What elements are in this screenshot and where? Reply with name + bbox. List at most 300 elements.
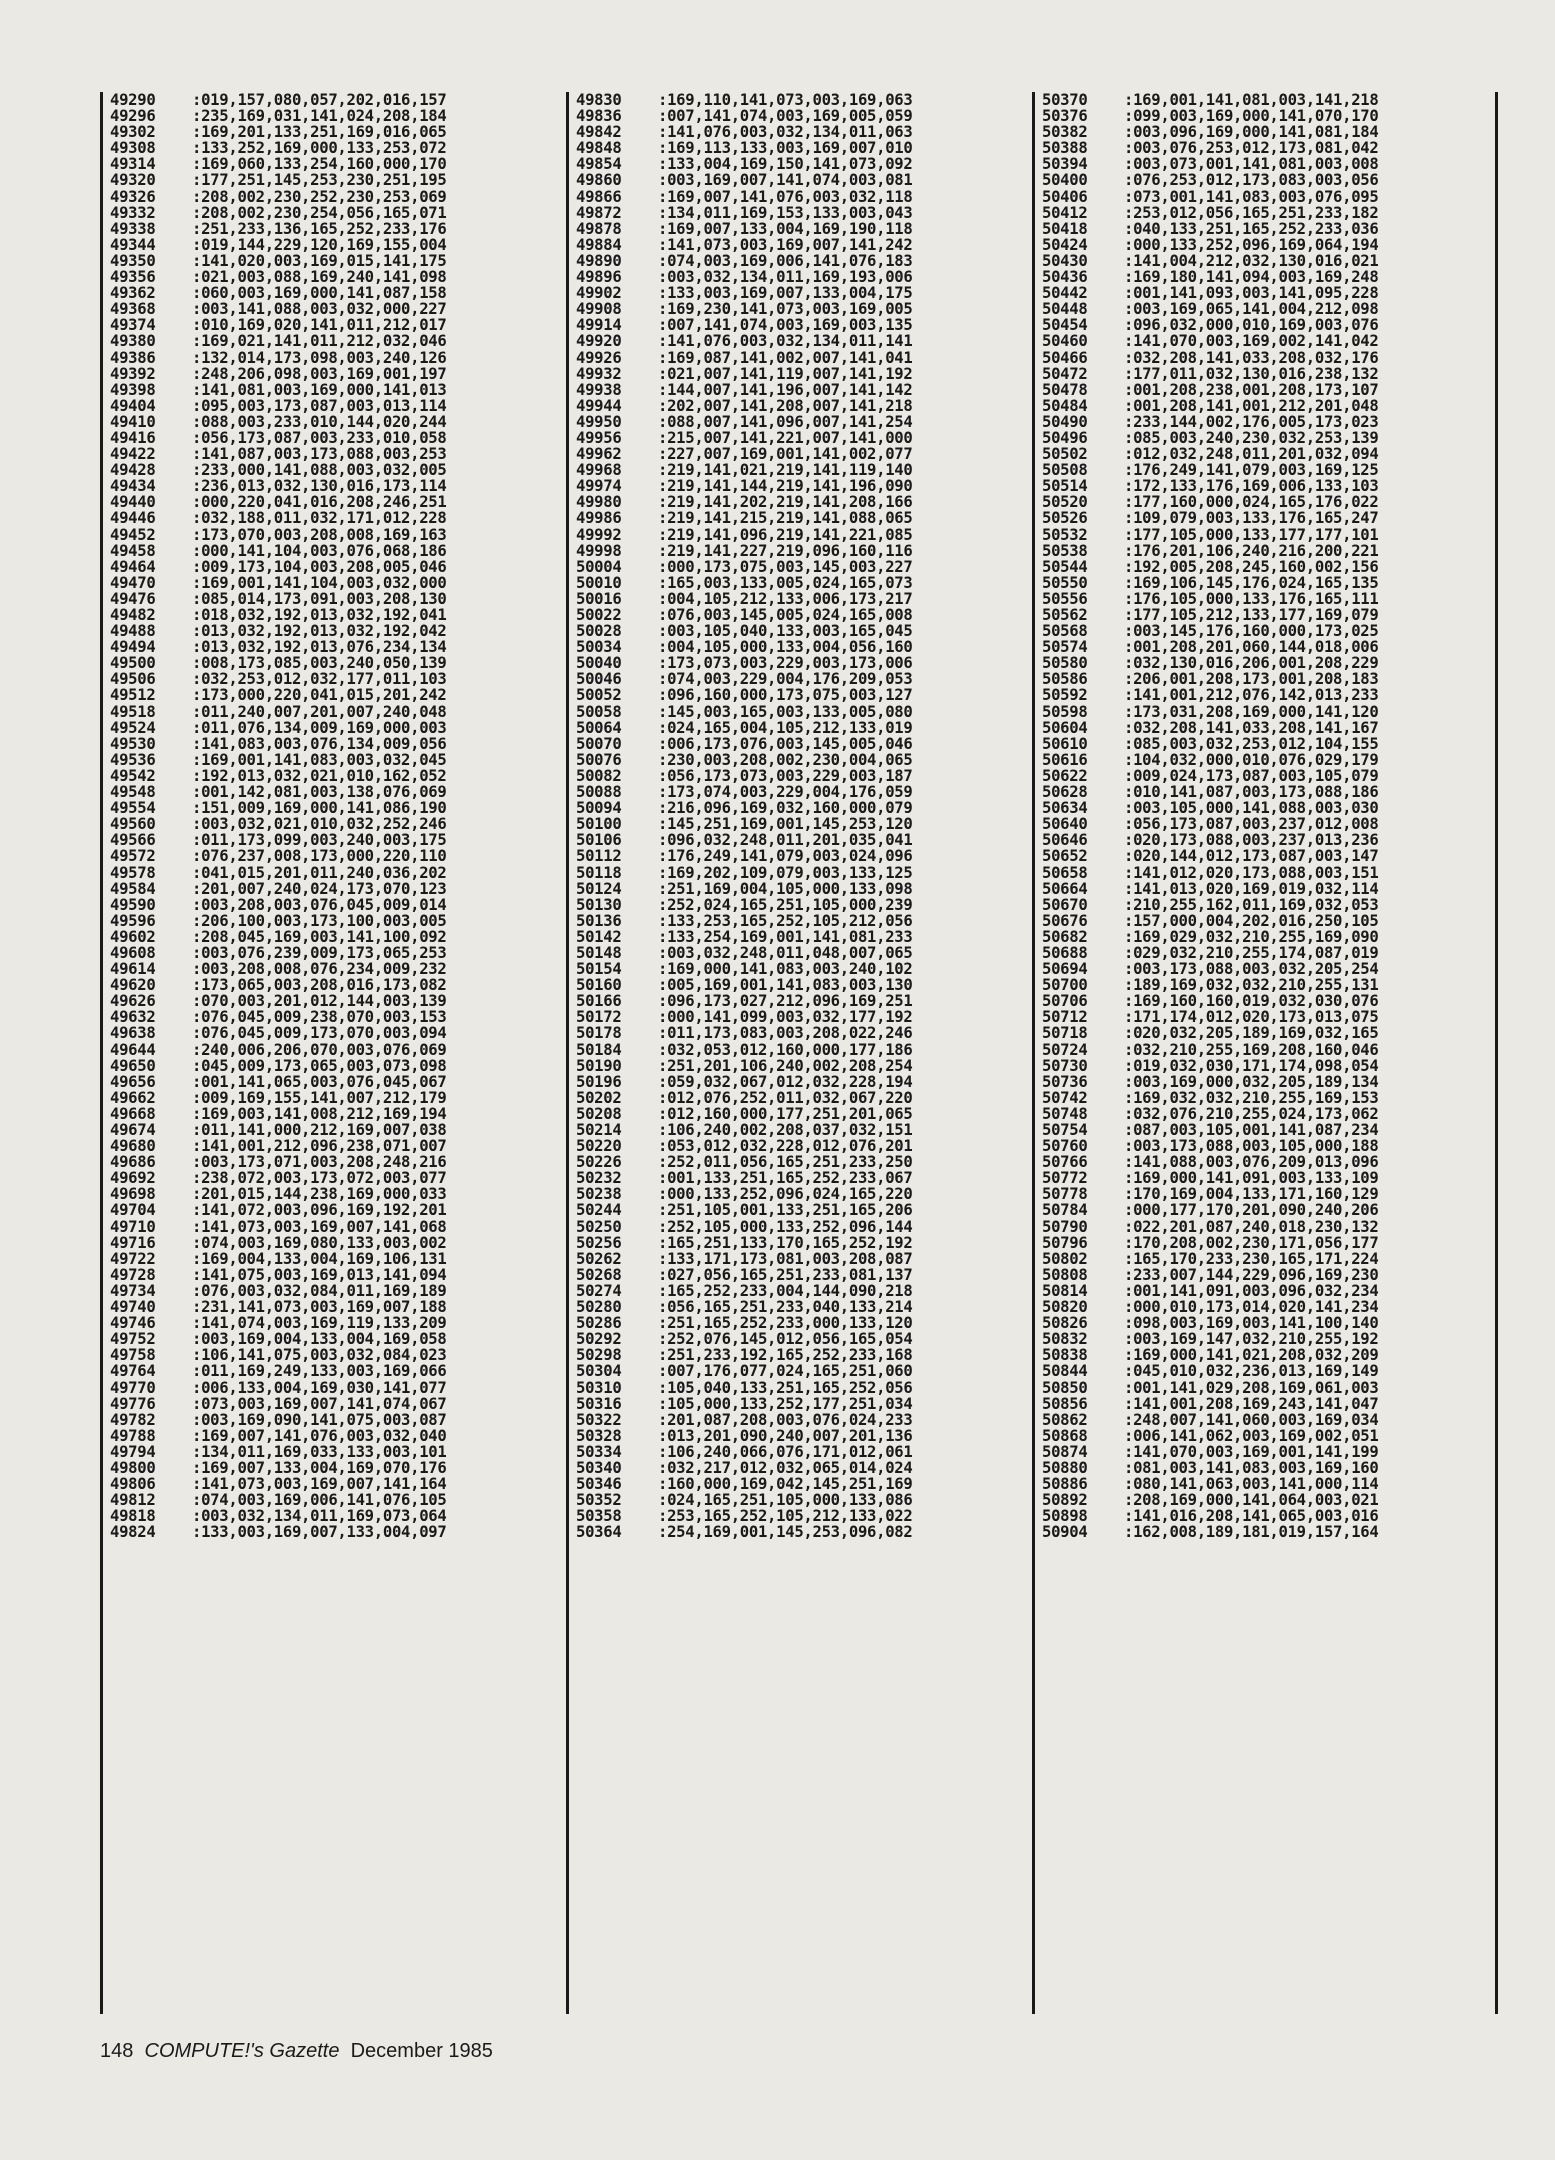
- listing-row: [1035, 865, 1495, 881]
- data-bytes: :177,160,000,024,165,176,022: [1124, 493, 1379, 512]
- data-bytes: :013,032,192,013,032,192,042: [192, 622, 447, 641]
- data-bytes: :010,169,020,141,011,212,017: [192, 316, 447, 335]
- data-bytes: :003,169,004,133,004,169,058: [192, 1330, 447, 1349]
- data-bytes: :003,141,088,003,032,000,227: [192, 300, 447, 319]
- line-number: 50010: [576, 573, 622, 592]
- listing-row: [1035, 1122, 1495, 1138]
- line-number: 50100: [576, 815, 622, 834]
- line-number: 49602: [110, 927, 156, 946]
- data-bytes: :176,249,141,079,003,169,125: [1124, 461, 1379, 480]
- data-bytes: :252,076,145,012,056,165,054: [658, 1330, 913, 1349]
- listing-row: [1035, 1492, 1495, 1508]
- listing-row: [103, 800, 566, 816]
- data-bytes: :070,003,201,012,144,003,139: [192, 992, 447, 1011]
- data-bytes: :165,251,133,170,165,252,192: [658, 1233, 913, 1252]
- listing-row: [1035, 1009, 1495, 1025]
- data-bytes: :132,014,173,098,003,240,126: [192, 348, 447, 367]
- listing-row: [1035, 639, 1495, 655]
- data-bytes: :165,003,133,005,024,165,073: [658, 573, 913, 592]
- listing-row: [103, 1476, 566, 1492]
- line-number: 50064: [576, 718, 622, 737]
- data-bytes: :141,073,003,169,007,141,242: [658, 235, 913, 254]
- listing-row: [103, 1186, 566, 1202]
- listing-row: [1035, 1267, 1495, 1283]
- data-bytes: :003,169,007,141,074,003,081: [658, 171, 913, 190]
- line-number: 49644: [110, 1040, 156, 1059]
- line-number: 50670: [1042, 895, 1088, 914]
- line-number: 50730: [1042, 1056, 1088, 1075]
- data-bytes: :141,013,020,169,019,032,114: [1124, 879, 1379, 898]
- listing-row: [103, 881, 566, 897]
- line-number: 49614: [110, 960, 156, 979]
- listing-row: [103, 237, 566, 253]
- listing-row: [1035, 655, 1495, 671]
- line-number: 50424: [1042, 235, 1088, 254]
- listing-row: [103, 1315, 566, 1331]
- listing-row: [103, 1396, 566, 1412]
- data-bytes: :011,240,007,201,007,240,048: [192, 702, 447, 721]
- listing-row: [1035, 156, 1495, 172]
- data-bytes: :001,141,091,003,096,032,234: [1124, 1281, 1379, 1300]
- line-number: 49314: [110, 155, 156, 174]
- listing-row: [1035, 301, 1495, 317]
- listing-row: [569, 527, 1032, 543]
- data-bytes: :169,230,141,073,003,169,005: [658, 300, 913, 319]
- data-bytes: :169,160,160,019,032,030,076: [1124, 992, 1379, 1011]
- line-number: 49788: [110, 1426, 156, 1445]
- data-bytes: :003,169,000,032,205,189,134: [1124, 1072, 1379, 1091]
- line-number: 50172: [576, 1008, 622, 1027]
- line-number: 49980: [576, 493, 622, 512]
- data-bytes: :000,220,041,016,208,246,251: [192, 493, 447, 512]
- line-number: 50316: [576, 1394, 622, 1413]
- listing-row: [569, 1347, 1032, 1363]
- listing-row: [569, 687, 1032, 703]
- line-number: 50826: [1042, 1314, 1088, 1333]
- line-number: 49506: [110, 670, 156, 689]
- listing-row: [103, 172, 566, 188]
- listing-row: [103, 945, 566, 961]
- listing-row: [569, 1009, 1032, 1025]
- listing-row: [1035, 269, 1495, 285]
- data-bytes: :133,253,165,252,105,212,056: [658, 911, 913, 930]
- data-bytes: :252,024,165,251,105,000,239: [658, 895, 913, 914]
- line-number: 50358: [576, 1507, 622, 1526]
- listing-row: [569, 1331, 1032, 1347]
- data-bytes: :000,141,104,003,076,068,186: [192, 541, 447, 560]
- listing-row: [1035, 1524, 1495, 1540]
- data-bytes: :027,056,165,251,233,081,137: [658, 1265, 913, 1284]
- line-number: 50046: [576, 670, 622, 689]
- listing-row: [569, 1508, 1032, 1524]
- listing-row: [569, 607, 1032, 623]
- data-bytes: :169,110,141,073,003,169,063: [658, 91, 913, 109]
- data-bytes: :141,083,003,076,134,009,056: [192, 734, 447, 753]
- line-number: 50070: [576, 734, 622, 753]
- listing-row: [1035, 1428, 1495, 1444]
- data-bytes: :251,169,004,105,000,133,098: [658, 879, 913, 898]
- line-number: 49770: [110, 1378, 156, 1397]
- line-number: 49938: [576, 380, 622, 399]
- line-number: 49776: [110, 1394, 156, 1413]
- listing-row: [103, 494, 566, 510]
- line-number: 49986: [576, 509, 622, 528]
- listing-row: [103, 639, 566, 655]
- data-bytes: :003,145,176,160,000,173,025: [1124, 622, 1379, 641]
- listing-row: [103, 446, 566, 462]
- data-bytes: :106,240,002,208,037,032,151: [658, 1121, 913, 1139]
- line-number: 49392: [110, 364, 156, 383]
- listing-row: [569, 575, 1032, 591]
- data-bytes: :157,000,004,202,016,250,105: [1124, 911, 1379, 930]
- data-bytes: :173,073,003,229,003,173,006: [658, 654, 913, 673]
- data-bytes: :141,012,020,173,088,003,151: [1124, 863, 1379, 882]
- data-bytes: :105,000,133,252,177,251,034: [658, 1394, 913, 1413]
- listing-row: [103, 607, 566, 623]
- line-number: 50430: [1042, 251, 1088, 270]
- line-number: 49686: [110, 1153, 156, 1172]
- listing-row: [103, 1074, 566, 1090]
- listing-row: [1035, 414, 1495, 430]
- line-number: 50418: [1042, 219, 1088, 238]
- data-bytes: :104,032,000,010,076,029,179: [1124, 750, 1379, 769]
- line-number: 50610: [1042, 734, 1088, 753]
- listing-row: [569, 1283, 1032, 1299]
- line-number: 50460: [1042, 332, 1088, 351]
- listing-row: [103, 366, 566, 382]
- data-bytes: :056,173,073,003,229,003,187: [658, 766, 913, 785]
- listing-row: [103, 1170, 566, 1186]
- data-bytes: :041,015,201,011,240,036,202: [192, 863, 447, 882]
- listing-row: [103, 414, 566, 430]
- line-number: 50808: [1042, 1265, 1088, 1284]
- data-bytes: :144,007,141,196,007,141,142: [658, 380, 913, 399]
- listing-row: [1035, 623, 1495, 639]
- listing-row: [103, 1331, 566, 1347]
- line-number: 50874: [1042, 1442, 1088, 1461]
- data-bytes: :088,007,141,096,007,141,254: [658, 412, 913, 431]
- line-number: 50178: [576, 1024, 622, 1043]
- line-number: 50496: [1042, 428, 1088, 447]
- data-bytes: :238,072,003,173,072,003,077: [192, 1169, 447, 1188]
- data-bytes: :219,141,144,219,141,196,090: [658, 477, 913, 496]
- line-number: 50736: [1042, 1072, 1088, 1091]
- line-number: 49338: [110, 219, 156, 238]
- listing-row: [1035, 108, 1495, 124]
- data-bytes: :045,010,032,236,013,169,149: [1124, 1362, 1379, 1381]
- listing-row: [103, 1235, 566, 1251]
- data-bytes: :073,001,141,083,003,076,095: [1124, 187, 1379, 206]
- listing-row: [569, 897, 1032, 913]
- listing-row: [1035, 478, 1495, 494]
- line-number: 50040: [576, 654, 622, 673]
- listing-row: [1035, 398, 1495, 414]
- line-number: 50748: [1042, 1104, 1088, 1123]
- line-number: 49890: [576, 251, 622, 270]
- line-number: 50232: [576, 1169, 622, 1188]
- listing-row: [1035, 1058, 1495, 1074]
- listing-row: [569, 913, 1032, 929]
- listing-row: [1035, 1363, 1495, 1379]
- line-number: 50340: [576, 1458, 622, 1477]
- data-bytes: :032,130,016,206,001,208,229: [1124, 654, 1379, 673]
- data-bytes: :169,000,141,021,208,032,209: [1124, 1346, 1379, 1365]
- data-bytes: :252,011,056,165,251,233,250: [658, 1153, 913, 1172]
- line-number: 50226: [576, 1153, 622, 1172]
- listing-column-3: [1032, 92, 1498, 2014]
- data-bytes: :012,076,252,011,032,067,220: [658, 1088, 913, 1107]
- data-bytes: :165,170,233,230,165,171,224: [1124, 1249, 1379, 1268]
- data-bytes: :020,173,088,003,237,013,236: [1124, 831, 1379, 850]
- data-bytes: :000,133,252,096,024,165,220: [658, 1185, 913, 1204]
- data-bytes: :006,173,076,003,145,005,046: [658, 734, 913, 753]
- listing-row: [569, 1106, 1032, 1122]
- listing-row: [569, 1460, 1032, 1476]
- listing-row: [103, 1138, 566, 1154]
- line-number: 50640: [1042, 815, 1088, 834]
- line-number: 49962: [576, 445, 622, 464]
- listing-row: [569, 156, 1032, 172]
- line-number: 50556: [1042, 589, 1088, 608]
- listing-row: [1035, 462, 1495, 478]
- data-bytes: :003,076,253,012,173,081,042: [1124, 139, 1379, 158]
- line-number: 49416: [110, 428, 156, 447]
- listing-row: [569, 1025, 1032, 1041]
- listing-row: [1035, 800, 1495, 816]
- listing-row: [1035, 945, 1495, 961]
- line-number: 49464: [110, 557, 156, 576]
- line-number: 49758: [110, 1346, 156, 1365]
- listing-row: [569, 478, 1032, 494]
- line-number: 50634: [1042, 799, 1088, 818]
- line-number: 50346: [576, 1475, 622, 1494]
- listing-row: [1035, 1331, 1495, 1347]
- listing-row: [569, 768, 1032, 784]
- line-number: 49434: [110, 477, 156, 496]
- data-bytes: :085,014,173,091,003,208,130: [192, 589, 447, 608]
- line-number: 50250: [576, 1217, 622, 1236]
- listing-row: [569, 929, 1032, 945]
- line-number: 50244: [576, 1201, 622, 1220]
- data-bytes: :056,165,251,233,040,133,214: [658, 1298, 913, 1317]
- line-number: 49524: [110, 718, 156, 737]
- line-number: 49620: [110, 976, 156, 995]
- listing-row: [569, 1492, 1032, 1508]
- line-number: 50022: [576, 606, 622, 624]
- data-bytes: :007,141,074,003,169,005,059: [658, 107, 913, 126]
- listing-row: [103, 559, 566, 575]
- data-bytes: :233,144,002,176,005,173,023: [1124, 412, 1379, 431]
- line-number: 49950: [576, 412, 622, 431]
- data-bytes: :141,016,208,141,065,003,016: [1124, 1507, 1379, 1526]
- line-number: 50268: [576, 1265, 622, 1284]
- listing-row: [103, 913, 566, 929]
- data-bytes: :053,012,032,228,012,076,201: [658, 1137, 913, 1156]
- line-number: 49692: [110, 1169, 156, 1188]
- listing-row: [103, 865, 566, 881]
- data-bytes: :074,003,229,004,176,209,053: [658, 670, 913, 689]
- listing-row: [103, 398, 566, 414]
- data-bytes: :133,252,169,000,133,253,072: [192, 139, 447, 158]
- data-bytes: :141,070,003,169,002,141,042: [1124, 332, 1379, 351]
- listing-row: [103, 1219, 566, 1235]
- data-bytes: :254,169,001,145,253,096,082: [658, 1523, 913, 1542]
- data-bytes: :024,165,251,105,000,133,086: [658, 1491, 913, 1510]
- listing-row: [103, 1380, 566, 1396]
- line-number: 49482: [110, 606, 156, 624]
- listing-row: [103, 623, 566, 639]
- line-number: 49494: [110, 638, 156, 657]
- listing-row: [103, 1251, 566, 1267]
- data-bytes: :001,142,081,003,138,076,069: [192, 783, 447, 802]
- data-bytes: :177,011,032,130,016,238,132: [1124, 364, 1379, 383]
- data-bytes: :141,088,003,076,209,013,096: [1124, 1153, 1379, 1172]
- data-bytes: :098,003,169,003,141,100,140: [1124, 1314, 1379, 1333]
- line-number: 50256: [576, 1233, 622, 1252]
- line-number: 50718: [1042, 1024, 1088, 1043]
- data-bytes: :081,003,141,083,003,169,160: [1124, 1458, 1379, 1477]
- data-bytes: :141,072,003,096,169,192,201: [192, 1201, 447, 1220]
- data-bytes: :141,073,003,169,007,141,164: [192, 1475, 447, 1494]
- listing-row: [1035, 124, 1495, 140]
- data-bytes: :141,001,208,169,243,141,047: [1124, 1394, 1379, 1413]
- listing-row: [569, 1412, 1032, 1428]
- data-bytes: :141,001,212,076,142,013,233: [1124, 686, 1379, 705]
- data-bytes: :169,087,141,002,007,141,041: [658, 348, 913, 367]
- line-number: 50568: [1042, 622, 1088, 641]
- listing-row: [569, 398, 1032, 414]
- listing-row: [569, 865, 1032, 881]
- line-number: 50148: [576, 943, 622, 962]
- listing-row: [1035, 285, 1495, 301]
- data-bytes: :169,000,141,083,003,240,102: [658, 960, 913, 979]
- line-number: 49608: [110, 943, 156, 962]
- data-bytes: :000,141,099,003,032,177,192: [658, 1008, 913, 1027]
- data-bytes: :170,208,002,230,171,056,177: [1124, 1233, 1379, 1252]
- listing-row: [569, 1315, 1032, 1331]
- data-bytes: :080,141,063,003,141,000,114: [1124, 1475, 1379, 1494]
- listing-row: [103, 285, 566, 301]
- listing-row: [103, 1428, 566, 1444]
- listing-row: [103, 1106, 566, 1122]
- data-bytes: :007,141,074,003,169,003,135: [658, 316, 913, 335]
- line-number: 50676: [1042, 911, 1088, 930]
- data-bytes: :201,007,240,024,173,070,123: [192, 879, 447, 898]
- listing-row: [569, 1058, 1032, 1074]
- line-number: 49896: [576, 268, 622, 287]
- data-bytes: :206,001,208,173,001,208,183: [1124, 670, 1379, 689]
- listing-row: [569, 993, 1032, 1009]
- data-bytes: :227,007,169,001,141,002,077: [658, 445, 913, 464]
- data-bytes: :096,032,248,011,201,035,041: [658, 831, 913, 850]
- listing-row: [103, 333, 566, 349]
- listing-row: [569, 671, 1032, 687]
- line-number: 50586: [1042, 670, 1088, 689]
- listing-row: [1035, 1396, 1495, 1412]
- line-number: 50784: [1042, 1201, 1088, 1220]
- listing-row: [569, 1122, 1032, 1138]
- line-number: 49380: [110, 332, 156, 351]
- listing-row: [569, 237, 1032, 253]
- data-bytes: :012,032,248,011,201,032,094: [1124, 445, 1379, 464]
- data-bytes: :141,076,003,032,134,011,063: [658, 123, 913, 142]
- line-number: 49308: [110, 139, 156, 158]
- listing-row: [103, 848, 566, 864]
- line-number: 50088: [576, 783, 622, 802]
- listing-row: [103, 720, 566, 736]
- data-bytes: :024,165,004,105,212,133,019: [658, 718, 913, 737]
- line-number: 49398: [110, 380, 156, 399]
- listing-row: [569, 189, 1032, 205]
- data-bytes: :032,188,011,032,171,012,228: [192, 509, 447, 528]
- data-bytes: :133,003,169,007,133,004,175: [658, 284, 913, 303]
- line-number: 50502: [1042, 445, 1088, 464]
- data-bytes: :001,208,238,001,208,173,107: [1124, 380, 1379, 399]
- listing-row: [1035, 816, 1495, 832]
- data-bytes: :003,173,088,003,105,000,188: [1124, 1137, 1379, 1156]
- listing-row: [103, 301, 566, 317]
- listing-row: [103, 1299, 566, 1315]
- data-bytes: :059,032,067,012,032,228,194: [658, 1072, 913, 1091]
- line-number: 49650: [110, 1056, 156, 1075]
- line-number: 50406: [1042, 187, 1088, 206]
- publication-name: COMPUTE!'s Gazette: [144, 2040, 340, 2062]
- data-bytes: :009,173,104,003,208,005,046: [192, 557, 447, 576]
- line-number: 49638: [110, 1024, 156, 1043]
- line-number: 49356: [110, 268, 156, 287]
- data-bytes: :011,076,134,009,169,000,003: [192, 718, 447, 737]
- listing-row: [1035, 913, 1495, 929]
- line-number: 49956: [576, 428, 622, 447]
- line-number: 50760: [1042, 1137, 1088, 1156]
- listing-row: [1035, 1235, 1495, 1251]
- line-number: 50862: [1042, 1410, 1088, 1429]
- listing-row: [1035, 1476, 1495, 1492]
- data-bytes: :006,133,004,169,030,141,077: [192, 1378, 447, 1397]
- listing-row: [1035, 784, 1495, 800]
- data-bytes: :076,045,009,238,070,003,153: [192, 1008, 447, 1027]
- line-number: 50508: [1042, 461, 1088, 480]
- listing-row: [1035, 1025, 1495, 1041]
- data-bytes: :169,060,133,254,160,000,170: [192, 155, 447, 174]
- line-number: 50094: [576, 799, 622, 818]
- data-bytes: :141,081,003,169,000,141,013: [192, 380, 447, 399]
- data-bytes: :215,007,141,221,007,141,000: [658, 428, 913, 447]
- listing-row: [569, 736, 1032, 752]
- data-bytes: :172,133,176,169,006,133,103: [1124, 477, 1379, 496]
- listing-row: [103, 1347, 566, 1363]
- data-bytes: :201,087,208,003,076,024,233: [658, 1410, 913, 1429]
- listing-row: [569, 414, 1032, 430]
- listing-row: [569, 430, 1032, 446]
- listing-row: [569, 1042, 1032, 1058]
- data-bytes: :074,003,169,006,141,076,183: [658, 251, 913, 270]
- line-number: 50400: [1042, 171, 1088, 190]
- data-bytes: :219,141,202,219,141,208,166: [658, 493, 913, 512]
- listing-row: [569, 172, 1032, 188]
- line-number: 49878: [576, 219, 622, 238]
- program-listing: [100, 92, 1498, 2014]
- listing-row: [1035, 1074, 1495, 1090]
- line-number: 50454: [1042, 316, 1088, 335]
- data-bytes: :040,133,251,165,252,233,036: [1124, 219, 1379, 238]
- listing-row: [103, 752, 566, 768]
- line-number: 49926: [576, 348, 622, 367]
- data-bytes: :216,096,169,032,160,000,079: [658, 799, 913, 818]
- listing-row: [1035, 189, 1495, 205]
- data-bytes: :109,079,003,133,176,165,247: [1124, 509, 1379, 528]
- data-bytes: :013,032,192,013,076,234,134: [192, 638, 447, 657]
